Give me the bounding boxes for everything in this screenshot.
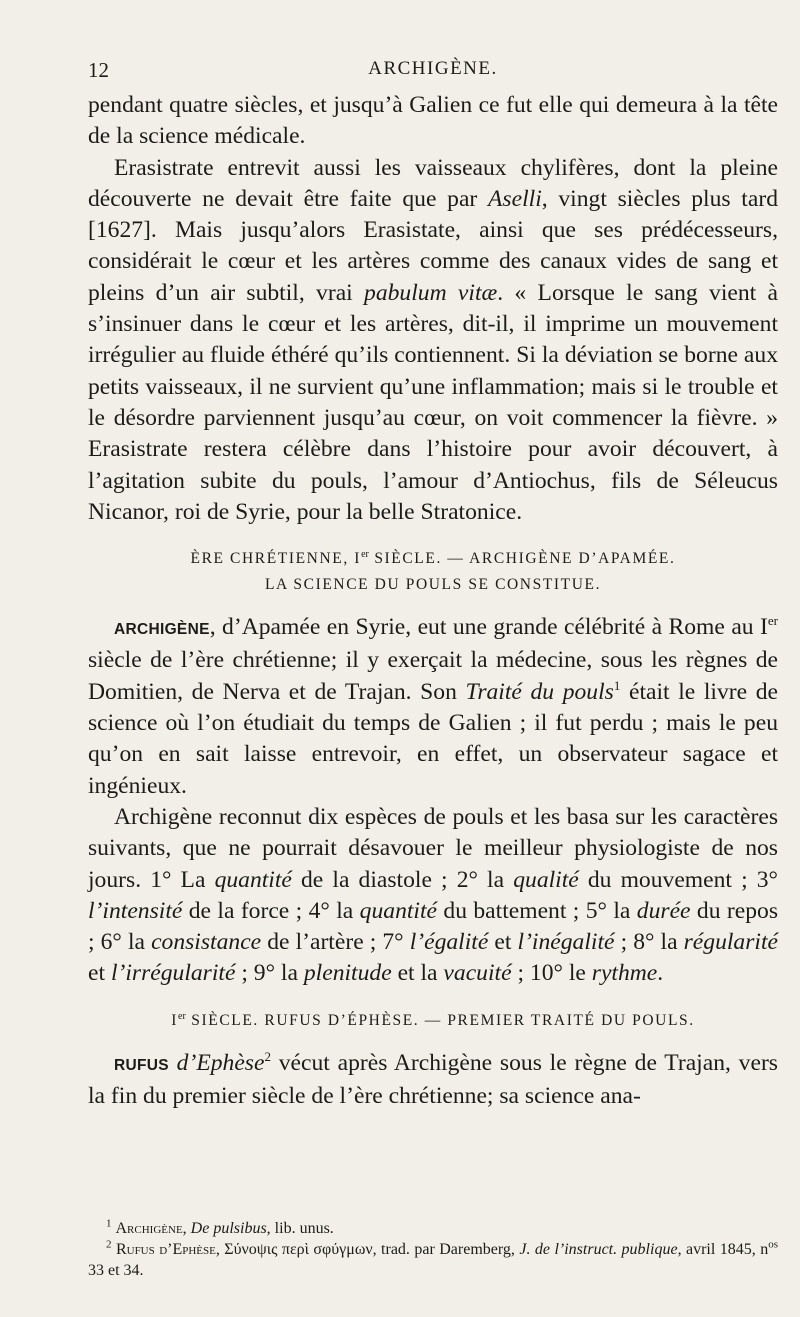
name-aselli: Aselli	[488, 185, 542, 212]
footnote-2: $^2$ Rufus d’Ephèse, Σύνοψις περὶ σφύγμων, trad. par Daremberg, J. de l’instruct. publique, avril 1845, $n^{os}$ 33 et 34.	[88, 1238, 778, 1279]
footnotes	[88, 1218, 778, 1281]
paragraph-erasistrate: Erasistrate entrevit aussi les vaisseaux chylifères, dont la pleine découverte ne devait être faite que par Aselli, vingt siècles plus tard [1627]. Mais jusqu’alors Erasistate, ainsi que ses prédécesseurs, considérait le cœur et les artères comme des canaux vides de sang et pleins d’un air subtil, vrai pabulum vitæ. « Lorsque le sang vient à s’insinuer dans le cœur et les artères, dit-il, il imprime un mouvement irrégulier au fluide éthéré qu’ils contiennent. Si la déviation se borne aux petits vaisseaux, il ne survient qu’une inflammation; mais si le trouble et le désordre parviennent jusqu’au cœur, on voit commencer la fièvre. » Erasistrate restera célèbre dans l’histoire pour avoir découvert, à l’agitation subite du pouls, l’amour d’Antiochus, fils de Séleucus Nicanor, roi de Syrie, pour la belle Stratonice.	[88, 154, 778, 525]
paragraph-rufus: RUFUS d’Ephèse$^2$ vécut après Archigène sous le règne de Trajan, vers la fin du premier siècle de l’ère chrétienne; sa science ana-	[88, 1048, 778, 1110]
paragraph-dix-especes: Archigène reconnut dix espèces de pouls et les basa sur les caractères suivants, que ne pourrait désavouer le meilleur physiologiste de nos jours. 1° La quantité de la diastole ; 2° la qualité du mouvement ; 3° l’intensité de la force ; 4° la quantité du battement ; 5° la durée du repos ; 6° la consistance de l’artère ; 7° l’égalité et l’inégalité ; 8° la régularité et l’irrégularité ; 9° la plenitude et la vacuité ; 10° le rythme.	[88, 803, 779, 987]
footnote-ref-1: 1	[613, 677, 621, 693]
footnote-1: $^1$ Archigène, De pulsibus, lib. unus.	[106, 1217, 334, 1237]
lead-word-archigene: ARCHIGÈNE	[114, 621, 210, 639]
page-number: 12	[88, 58, 109, 82]
section-heading-rufus: Ier SIÈCLE. RUFUS D’ÉPHÈSE. — PREMIER TRAITÉ DU POULS.	[171, 1010, 695, 1029]
paragraph-archigene: ARCHIGÈNE, d’Apamée en Syrie, eut une grande célébrité à Rome au Ier siècle de l’ère chrétienne; il y exerçait la médecine, sous les règnes de Domitien, de Nerva et de Trajan. Son Traité du pouls$^1$ était le livre de science où l’on étudiait du temps de Galien ; il fut perdu ; mais le peu qu’on en sait laisse entrevoir, en effet, un observateur sagace et ingénieux.	[88, 613, 778, 799]
running-title: ARCHIGÈNE.	[368, 58, 498, 79]
section-subheading: LA SCIENCE DU POULS SE CONSTITUE.	[264, 576, 602, 594]
lead-word-rufus: RUFUS	[114, 1056, 169, 1074]
page-header	[88, 58, 778, 88]
section-heading-archigene: ÈRE CHRÉTIENNE, Ier SIÈCLE. — ARCHIGÈNE D’APAMÉE.	[190, 549, 676, 568]
footnote-ref-2: 2	[264, 1048, 271, 1064]
title-traite-du-pouls: Traité du pouls	[465, 678, 614, 705]
phrase-pabulum-vitae: pabulum vitæ	[364, 279, 498, 306]
page-body	[88, 90, 778, 1112]
paragraph-continuation: pendant quatre siècles, et jusqu’à Galien ce fut elle qui demeura à la tête de la science médicale.	[88, 92, 778, 150]
place-ephese: d’Ephèse	[176, 1049, 265, 1076]
